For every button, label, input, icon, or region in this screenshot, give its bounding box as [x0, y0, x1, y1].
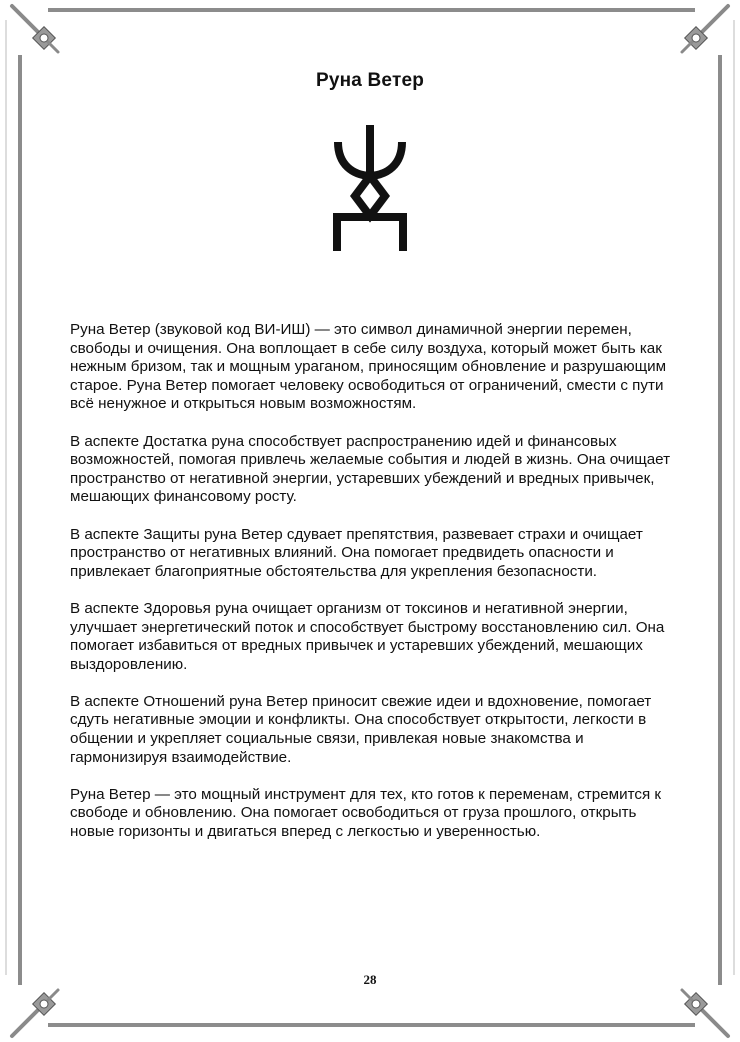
corner-ornament-top-left	[12, 6, 58, 52]
corner-ornament-bottom-right	[682, 990, 728, 1036]
page-title: Руна Ветер	[315, 70, 425, 91]
paragraph-intro: Руна Ветер (звуковой код ВИ-ИШ) — это символ динамичной энергии перемен, свободы и очищения. Она воплощает в себе силу воздуха, который может быть как нежным бризом, так и мощным ураганом, приносящим обновление и разрушающим старое. Руна Ветер помогает человеку освободиться от ограничений, смести с пути всё ненужное и открыться новым возможностям.	[70, 321, 667, 413]
wind-rune-icon	[325, 120, 415, 260]
paragraph-health: В аспекте Здоровья руна очищает организм от токсинов и негативной энергии, улучшает энергетический поток и способствует быстрому восстановлению сил. Она помогает избавиться от вредных привычек и устаревших убеждений, мешающих выздоровлению.	[70, 599, 665, 673]
paragraph-relationships: В аспекте Отношений руна Ветер приносит свежие идеи и вдохновение, помогает сдуть негативные эмоции и конфликты. Она способствует открытости, легкости в общении и укрепляет социальные связи, привлекая новые знакомства и гармонизируя взаимодействие.	[70, 692, 652, 766]
article-body	[70, 321, 675, 860]
corner-ornament-bottom-left	[12, 990, 58, 1036]
page-number: 28	[363, 972, 377, 987]
corner-ornament-top-right	[682, 6, 728, 52]
paragraph-conclusion: Руна Ветер — это мощный инструмент для тех, кто готов к переменам, стремится к свободе и обновлению. Она помогает освободиться от груза прошлого, открыть новые горизонты и двигаться вперед с легкостью и уверенностью.	[70, 785, 662, 841]
paragraph-prosperity: В аспекте Достатка руна способствует распространению идей и финансовых возможностей, помогая привлечь желаемые события и людей в жизнь. Она очищает пространство от негативной энергии, устаревших убеждений и вредных привычек, мешающих финансовому росту.	[70, 432, 671, 506]
paragraph-protection: В аспекте Защиты руна Ветер сдувает препятствия, развевает страхи и очищает пространство от негативных влияний. Она помогает предвидеть опасности и привлекает благоприятные обстоятельства для укрепления безопасности.	[70, 525, 643, 580]
